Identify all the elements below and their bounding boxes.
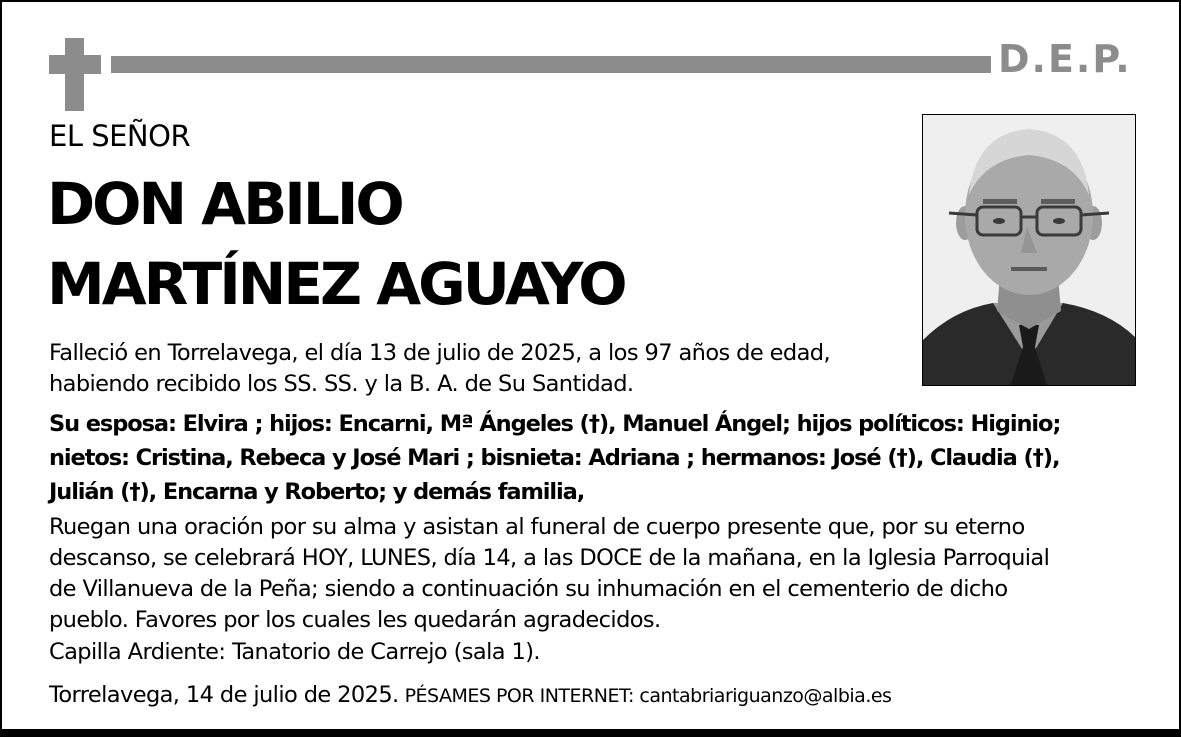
family-line-2: nietos: Cristina, Rebeca y José Mari ; bisnieta: Adriana ; hermanos: José (†), Claudia (†), xyxy=(49,445,1060,471)
funeral-line-4: pueblo. Favores por los cuales les quedarán agradecidos. xyxy=(49,607,661,633)
deceased-name-line-1: DON ABILIO xyxy=(47,170,402,238)
funeral-line-2: descanso, se celebrará HOY, LUNES, día 14, a las DOCE de la mañana, en la Iglesia Parroquial xyxy=(49,545,1050,571)
honorific: EL SEÑOR xyxy=(49,119,191,153)
family-line-1: Su esposa: Elvira ; hijos: Encarni, Mª Ángeles (†), Manuel Ángel; hijos políticos: Higinio; xyxy=(49,411,1061,437)
death-notice-line-2: habiendo recibido los SS. SS. y la B. A. de Su Santidad. xyxy=(49,371,634,397)
dep-label: D.E.P. xyxy=(998,37,1132,81)
cross-icon xyxy=(49,38,101,111)
condolences-contact: PÉSAMES POR INTERNET: cantabriariguanzo@albia.es xyxy=(404,685,892,707)
family-line-3: Julián (†), Encarna y Roberto; y demás familia, xyxy=(49,479,585,505)
deceased-name-line-2: MARTÍNEZ AGUAYO xyxy=(47,250,625,318)
footer xyxy=(49,678,891,713)
funeral-line-1: Ruegan una oración por su alma y asistan al funeral de cuerpo presente que, por su eterno xyxy=(49,514,1025,540)
header-rule xyxy=(111,56,991,73)
funeral-line-3: de Villanueva de la Peña; siendo a continuación su inhumación en el cementerio de dicho xyxy=(49,576,1008,602)
portrait-photo xyxy=(922,114,1136,386)
place-and-date: Torrelavega, 14 de julio de 2025. xyxy=(49,682,399,708)
death-notice-line-1: Falleció en Torrelavega, el día 13 de julio de 2025, a los 97 años de edad, xyxy=(49,340,830,366)
chapel-info: Capilla Ardiente: Tanatorio de Carrejo (sala 1). xyxy=(49,639,540,665)
